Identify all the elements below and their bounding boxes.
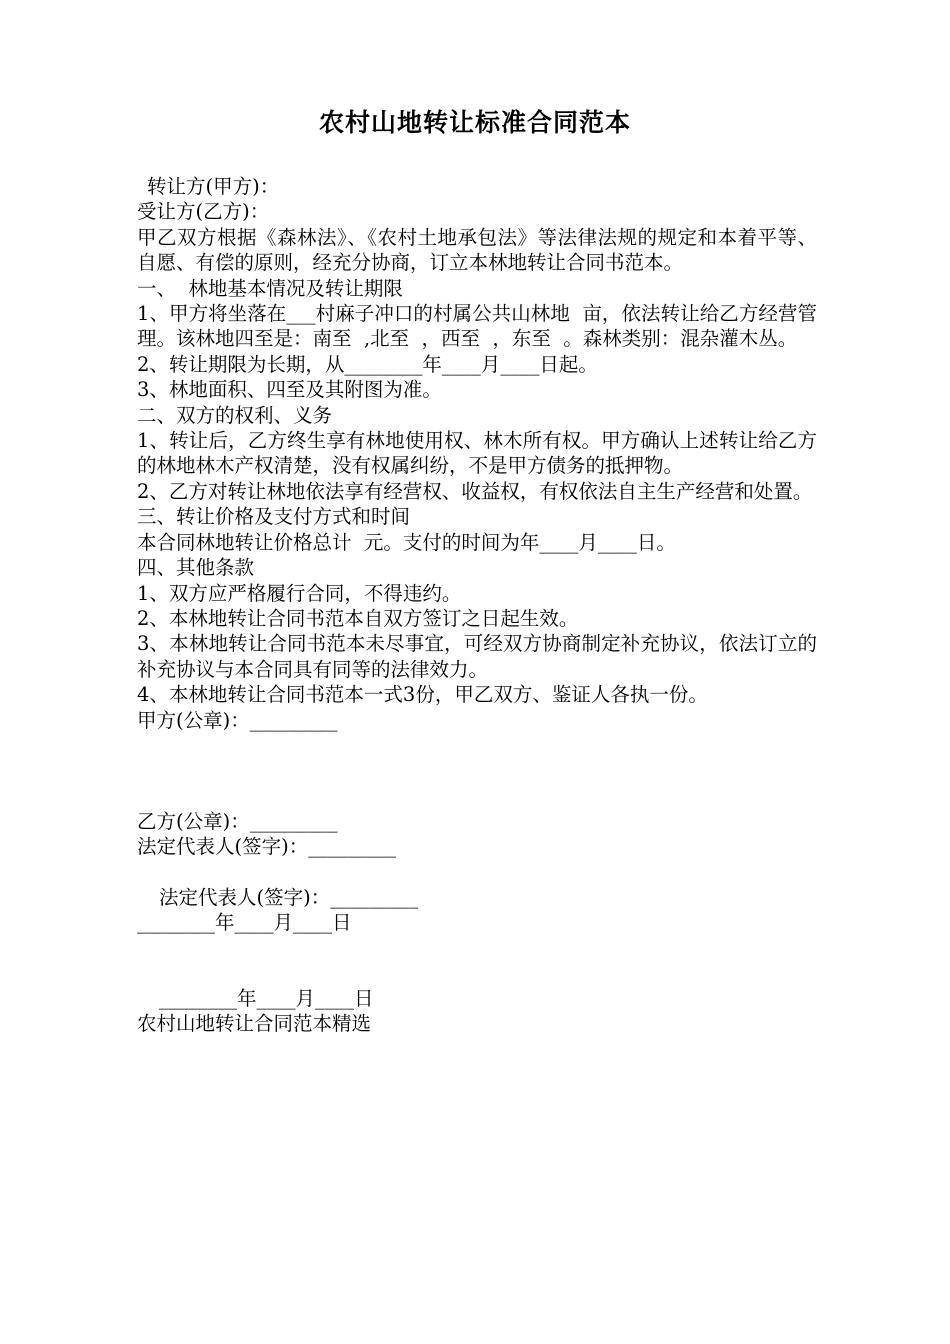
spacer	[137, 733, 817, 809]
party-a-seal-line: 甲方(公章)：_________	[137, 708, 338, 732]
section2-item2: 2、乙方对转让林地依法享有经营权、收益权，有权依法自主生产经营和处置。	[137, 479, 813, 503]
section4-item2: 2、本林地转让合同书范本自双方签订之日起生效。	[137, 606, 579, 630]
section2-item1: 1、转让后，乙方终生享有林地使用权、林木所有权。甲方确认上述转让给乙方的林地林木产权清楚，没有权属纠纷，不是甲方债务的抵押物。	[137, 429, 817, 478]
preamble-paragraph: 甲乙双方根据《森林法》、《农村土地承包法》等法律法规的规定和本着平等、自愿、有偿的原则，经充分协商，订立本林地转让合同书范本。	[137, 225, 817, 275]
section3-heading: 三、转让价格及支付方式和时间	[137, 505, 411, 529]
section4-heading: 四、其他条款	[137, 556, 255, 580]
spacer	[137, 936, 817, 986]
section3-item1: 本合同林地转让价格总计 元。支付的时间为年____月____日。	[137, 530, 676, 554]
section1-item1: 1、甲方将坐落在___村麻子冲口的村属公共山林地 亩，依法转让给乙方经营管理。该林地四至是：南至 ,北至 ，西至 ，东至 。森林类别：混杂灌木丛。	[137, 302, 817, 351]
transferor-line: 转让方(甲方)：	[147, 175, 280, 198]
legal-rep-line-2: 法定代表人(签字)：_________	[159, 885, 418, 909]
spacer	[137, 860, 817, 885]
legal-rep-line-1: 法定代表人(签字)：_________	[137, 835, 396, 859]
section1-heading: 一、 林地基本情况及转让期限	[137, 276, 403, 300]
section1-item2: 2、转让期限为长期，从________年____月____日起。	[137, 352, 598, 376]
section2-heading: 二、双方的权利、义务	[137, 403, 333, 427]
date-line-1: ________年____月____日	[137, 911, 352, 935]
section1-item3: 3、林地面积、四至及其附图为准。	[137, 378, 442, 402]
section4-item3: 3、本林地转让合同书范本未尽事宜，可经双方协商制定补充协议，依法订立的补充协议与本合同具有同等的法律效力。	[137, 632, 817, 681]
footer-line: 农村山地转让合同范本精选	[137, 1011, 372, 1035]
section4-item1: 1、双方应严格履行合同，不得违约。	[137, 581, 462, 605]
section4-item4: 4、本林地转让合同书范本一式3份，甲乙双方、鉴证人各执一份。	[137, 683, 708, 707]
transferee-line: 受让方(乙方)：	[137, 200, 270, 224]
document-title: 农村山地转让标准合同范本	[318, 108, 631, 137]
party-b-seal-line: 乙方(公章)：_________	[137, 809, 338, 833]
document-body	[137, 174, 817, 1036]
date-line-2: ________年____月____日	[159, 986, 374, 1010]
